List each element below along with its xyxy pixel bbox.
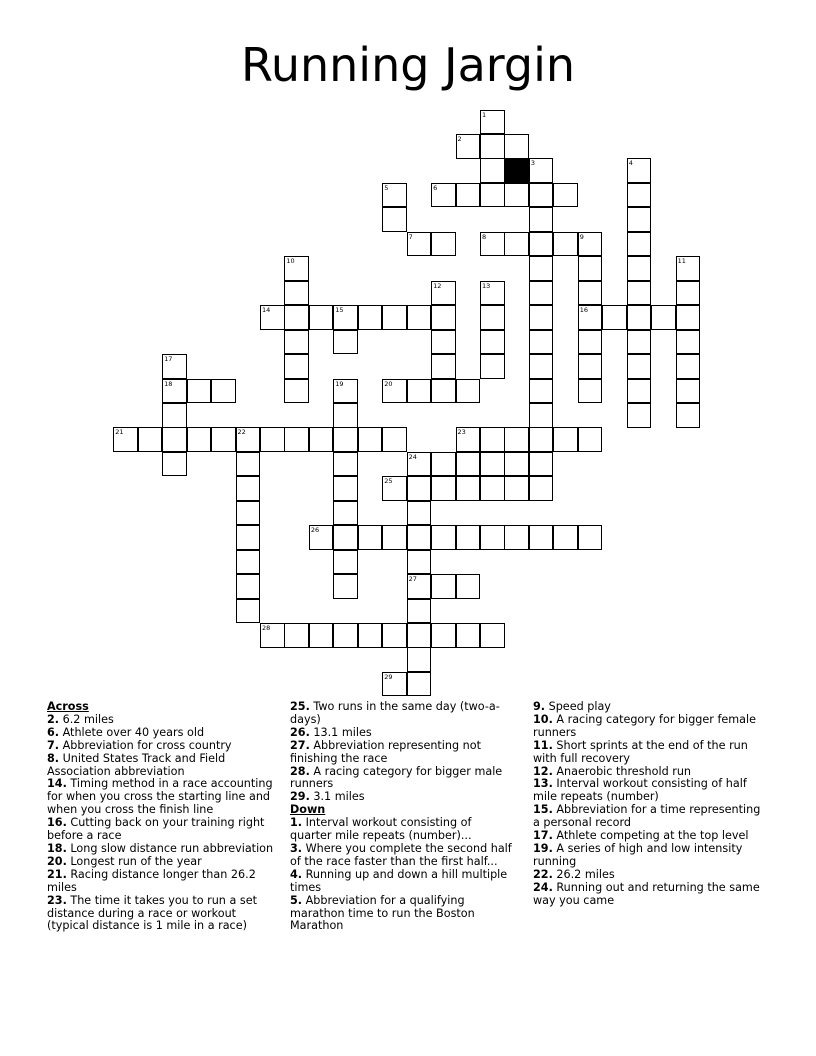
grid-cell[interactable] — [358, 305, 383, 330]
clue-number: 22 — [237, 428, 246, 437]
grid-cell[interactable] — [309, 427, 334, 452]
grid-cell[interactable] — [407, 232, 432, 257]
grid-cell[interactable] — [602, 305, 627, 330]
grid-cell[interactable] — [333, 574, 358, 599]
grid-cell[interactable] — [431, 525, 456, 550]
grid-cell[interactable] — [627, 207, 652, 232]
clue-text: 13.1 miles — [309, 725, 372, 739]
down-clue — [290, 869, 512, 895]
grid-cell[interactable] — [333, 305, 358, 330]
grid-cell[interactable] — [333, 427, 358, 452]
grid-cell[interactable] — [504, 427, 529, 452]
grid-cell[interactable] — [431, 354, 456, 379]
across-clue — [47, 895, 279, 934]
grid-cell[interactable] — [162, 379, 187, 404]
clue-number: 15 — [335, 306, 344, 315]
grid-cell[interactable] — [578, 305, 603, 330]
grid-cell[interactable] — [480, 354, 505, 379]
grid-cell[interactable] — [480, 232, 505, 257]
clue-number: 26 — [310, 526, 320, 535]
grid-cell[interactable] — [651, 305, 676, 330]
clue-number: 24 — [408, 452, 417, 461]
clue-number: 14 — [261, 306, 271, 315]
grid-cell[interactable] — [236, 525, 261, 550]
grid-cell[interactable] — [407, 550, 432, 575]
down-clue — [290, 817, 512, 843]
clue-text: Running up and down a hill multiple times — [290, 867, 508, 894]
clue-text: 26.2 miles — [552, 867, 615, 881]
grid-cell[interactable] — [333, 623, 358, 648]
grid-cell[interactable] — [382, 427, 407, 452]
grid-cell[interactable] — [578, 354, 603, 379]
grid-cell[interactable] — [260, 427, 285, 452]
clue-number: 11 — [677, 257, 686, 266]
grid-cell[interactable] — [504, 525, 529, 550]
grid-cell[interactable] — [407, 525, 432, 550]
grid-cell[interactable] — [480, 525, 505, 550]
grid-cell[interactable] — [162, 427, 187, 452]
grid-cell[interactable] — [284, 281, 309, 306]
clue-number: 25. — [290, 700, 310, 713]
clue-number: 12. — [533, 764, 553, 778]
down-clue — [533, 843, 768, 869]
grid-cell[interactable] — [627, 354, 652, 379]
clue-text: United States Track and Field Association abbreviation — [47, 751, 226, 778]
grid-cell[interactable] — [456, 427, 481, 452]
grid-cell[interactable] — [333, 330, 358, 355]
grid-cell[interactable] — [260, 623, 285, 648]
grid-cell[interactable] — [480, 134, 505, 159]
grid-cell[interactable] — [627, 232, 652, 257]
grid-cell[interactable] — [456, 623, 481, 648]
clue-number: 18. — [47, 841, 67, 855]
grid-cell[interactable] — [480, 452, 505, 477]
grid-cell[interactable] — [480, 183, 505, 208]
grid-cell[interactable] — [431, 305, 456, 330]
clue-text: Abbreviation representing not finishing the race — [290, 738, 481, 765]
grid-cell[interactable] — [627, 281, 652, 306]
grid-cell[interactable] — [382, 672, 407, 697]
down-heading: Down — [290, 803, 326, 817]
clue-number: 19. — [533, 841, 553, 855]
grid-cell[interactable] — [456, 134, 481, 159]
clue-number: 7. — [47, 738, 60, 752]
grid-cell[interactable] — [529, 232, 554, 257]
clue-text: Abbreviation for a time representing a personal record — [533, 803, 761, 830]
grid-cell[interactable] — [480, 476, 505, 501]
clue-number: 13. — [533, 777, 553, 791]
grid-cell[interactable] — [211, 427, 236, 452]
grid-cell[interactable] — [480, 427, 505, 452]
grid-cell[interactable] — [431, 183, 456, 208]
clue-text: 3.1 miles — [309, 790, 365, 804]
down-clue — [533, 740, 768, 766]
across-clue — [290, 766, 512, 792]
grid-cell[interactable] — [578, 330, 603, 355]
across-clue — [290, 701, 512, 727]
clue-number: 28. — [290, 764, 310, 778]
grid-cell[interactable] — [504, 232, 529, 257]
grid-cell[interactable] — [187, 379, 212, 404]
grid-cell[interactable] — [333, 379, 358, 404]
down-clue — [533, 714, 768, 740]
grid-cell[interactable] — [529, 256, 554, 281]
clue-number: 28 — [261, 624, 271, 632]
grid-cell[interactable] — [456, 525, 481, 550]
grid-cell[interactable] — [676, 281, 701, 306]
clue-number: 19 — [335, 379, 344, 388]
grid-cell[interactable] — [480, 281, 505, 306]
grid-cell[interactable] — [236, 550, 261, 575]
grid-cell[interactable] — [456, 574, 481, 599]
grid-cell[interactable] — [382, 525, 407, 550]
across-clue — [47, 778, 279, 817]
grid-cell[interactable] — [431, 330, 456, 355]
grid-cell[interactable] — [407, 599, 432, 624]
clue-number: 3. — [290, 841, 303, 855]
grid-cell[interactable] — [456, 183, 481, 208]
grid-cell[interactable] — [284, 379, 309, 404]
clue-number: 12 — [433, 281, 442, 290]
grid-cell[interactable] — [407, 574, 432, 599]
grid-cell[interactable] — [627, 183, 652, 208]
grid-cell[interactable] — [260, 305, 285, 330]
grid-cell[interactable] — [162, 403, 187, 428]
grid-cell[interactable] — [382, 305, 407, 330]
clue-number: 27 — [408, 575, 417, 584]
grid-cell[interactable] — [676, 305, 701, 330]
clue-number: 4 — [628, 159, 633, 168]
grid-cell[interactable] — [627, 379, 652, 404]
clue-number: 23 — [457, 428, 466, 437]
clue-number: 6 — [433, 183, 438, 192]
grid-cell[interactable] — [407, 379, 432, 404]
down-clue — [290, 843, 512, 869]
clue-number: 22. — [533, 867, 553, 881]
grid-cell[interactable] — [333, 403, 358, 428]
grid-cell[interactable] — [553, 427, 578, 452]
grid-cell[interactable] — [284, 354, 309, 379]
grid-cell[interactable] — [187, 427, 212, 452]
grid-cell[interactable] — [236, 599, 261, 624]
grid-cell[interactable] — [431, 281, 456, 306]
grid-cell[interactable] — [284, 256, 309, 281]
clue-number: 20. — [47, 854, 67, 868]
across-clue — [47, 753, 279, 779]
grid-cell[interactable] — [309, 525, 334, 550]
grid-cell[interactable] — [382, 207, 407, 232]
clue-number: 11. — [533, 738, 553, 752]
down-clue — [533, 882, 768, 908]
grid-cell[interactable] — [236, 501, 261, 526]
grid-cell[interactable] — [480, 623, 505, 648]
grid-cell[interactable] — [504, 452, 529, 477]
clue-number: 4. — [290, 867, 303, 881]
grid-cell[interactable] — [676, 256, 701, 281]
across-clue — [47, 817, 279, 843]
grid-cell[interactable] — [456, 452, 481, 477]
grid-cell[interactable] — [504, 134, 529, 159]
down-clue — [533, 778, 768, 804]
clue-text: Interval workout consisting of quarter mile repeats (number)... — [290, 816, 472, 843]
clue-text: Longest run of the year — [66, 854, 202, 868]
clue-number: 25 — [384, 477, 393, 486]
clue-number: 6. — [47, 725, 60, 739]
black-square — [504, 158, 529, 183]
grid-cell[interactable] — [578, 256, 603, 281]
clue-number: 26. — [290, 725, 310, 739]
clue-number: 9 — [579, 232, 584, 241]
grid-cell[interactable] — [236, 452, 261, 477]
clue-number: 21 — [115, 428, 124, 437]
grid-cell[interactable] — [407, 452, 432, 477]
clues-column-1 — [47, 701, 279, 933]
clue-number: 3 — [530, 159, 536, 168]
grid-cell[interactable] — [431, 476, 456, 501]
grid-cell[interactable] — [627, 305, 652, 330]
grid-cell[interactable] — [407, 647, 432, 672]
grid-cell[interactable] — [358, 427, 383, 452]
grid-cell[interactable] — [529, 427, 554, 452]
grid-cell[interactable] — [480, 330, 505, 355]
clues-column-3 — [533, 701, 768, 908]
grid-cell[interactable] — [676, 330, 701, 355]
grid-cell[interactable] — [407, 501, 432, 526]
clue-number: 14. — [47, 777, 67, 791]
grid-cell[interactable] — [284, 427, 309, 452]
clue-text: A racing category for bigger female runners — [533, 712, 757, 739]
clue-number: 27. — [290, 738, 310, 752]
clue-text: Long slow distance run abbreviation — [66, 841, 274, 855]
clue-text: Anaerobic threshold run — [552, 764, 692, 778]
clue-number: 24. — [533, 880, 553, 894]
grid-cell[interactable] — [578, 525, 603, 550]
grid-cell[interactable] — [236, 476, 261, 501]
grid-cell[interactable] — [480, 110, 505, 135]
grid-cell[interactable] — [504, 183, 529, 208]
grid-cell[interactable] — [553, 525, 578, 550]
clue-number: 2 — [457, 135, 462, 143]
grid-cell[interactable] — [578, 379, 603, 404]
grid-cell[interactable] — [553, 232, 578, 257]
grid-cell[interactable] — [553, 183, 578, 208]
puzzle-title: Running Jargin — [240, 38, 576, 92]
grid-cell[interactable] — [529, 452, 554, 477]
grid-cell[interactable] — [529, 305, 554, 330]
grid-cell[interactable] — [480, 305, 505, 330]
grid-cell[interactable] — [676, 403, 701, 428]
clue-number: 29. — [290, 790, 310, 804]
clue-text: Where you complete the second half of the race faster than the first half... — [290, 841, 512, 868]
grid-cell[interactable] — [407, 672, 432, 697]
clue-text: A racing category for bigger male runners — [290, 764, 503, 791]
grid-cell[interactable] — [529, 158, 554, 183]
clue-number: 5. — [290, 893, 303, 907]
grid-cell[interactable] — [456, 379, 481, 404]
grid-cell[interactable] — [529, 281, 554, 306]
grid-cell[interactable] — [211, 379, 236, 404]
grid-cell[interactable] — [480, 158, 505, 183]
clue-text: Speed play — [545, 700, 611, 713]
grid-cell[interactable] — [627, 403, 652, 428]
clue-text: Short sprints at the end of the run with full recovery — [533, 738, 748, 765]
grid-cell[interactable] — [162, 354, 187, 379]
clue-number: 10. — [533, 712, 553, 726]
clue-text: Abbreviation for cross country — [59, 738, 232, 752]
grid-cell[interactable] — [627, 256, 652, 281]
clue-text: Cutting back on your training right before a race — [47, 816, 265, 843]
clue-number: 16. — [47, 816, 67, 830]
clue-text: A series of high and low intensity running — [533, 841, 743, 868]
grid-cell[interactable] — [333, 452, 358, 477]
clue-number: 29 — [384, 672, 393, 681]
grid-cell[interactable] — [236, 574, 261, 599]
grid-cell[interactable] — [578, 232, 603, 257]
grid-cell[interactable] — [407, 476, 432, 501]
clue-text: Racing distance longer than 26.2 miles — [47, 867, 256, 894]
grid-cell[interactable] — [113, 427, 138, 452]
clue-text: Running out and returning the same way you came — [533, 880, 760, 907]
grid-cell[interactable] — [431, 574, 456, 599]
clue-number: 8. — [47, 751, 60, 765]
grid-cell[interactable] — [578, 427, 603, 452]
grid-cell[interactable] — [333, 550, 358, 575]
grid-cell[interactable] — [529, 354, 554, 379]
grid-cell[interactable] — [382, 623, 407, 648]
grid-cell[interactable] — [309, 305, 334, 330]
clue-text: Abbreviation for a qualifying marathon time to run the Boston Marathon — [290, 893, 475, 933]
grid-cell[interactable] — [529, 183, 554, 208]
clue-text: 6.2 miles — [59, 712, 114, 726]
grid-cell[interactable] — [333, 525, 358, 550]
grid-cell[interactable] — [284, 305, 309, 330]
clue-text: The time it takes you to run a set distance during a race or workout (typical distance is 1 mile in a race) — [47, 893, 257, 933]
clues-column-2 — [290, 701, 512, 933]
grid-cell[interactable] — [627, 158, 652, 183]
down-clue — [533, 804, 768, 830]
clue-number: 9. — [533, 700, 546, 713]
grid-cell[interactable] — [676, 379, 701, 404]
clue-number: 20 — [384, 379, 393, 388]
clue-number: 17. — [533, 829, 553, 843]
grid-cell[interactable] — [431, 232, 456, 257]
clue-number: 23. — [47, 893, 67, 907]
grid-cell[interactable] — [529, 476, 554, 501]
grid-cell[interactable] — [529, 379, 554, 404]
clue-text: Athlete competing at the top level — [552, 829, 749, 843]
grid-cell[interactable] — [504, 476, 529, 501]
across-heading: Across — [47, 700, 89, 713]
clue-number: 13 — [482, 281, 491, 290]
grid-cell[interactable] — [529, 207, 554, 232]
clue-number: 21. — [47, 867, 67, 881]
clue-text: Athlete over 40 years old — [59, 725, 205, 739]
grid-cell[interactable] — [382, 379, 407, 404]
grid-cell[interactable] — [578, 281, 603, 306]
clue-number: 16 — [579, 306, 589, 315]
clue-number: 10 — [286, 257, 295, 266]
clue-number: 7 — [408, 232, 413, 241]
clue-number: 15. — [533, 803, 553, 817]
grid-cell[interactable] — [284, 623, 309, 648]
clue-number: 17 — [164, 355, 173, 364]
grid-cell[interactable] — [676, 354, 701, 379]
grid-cell[interactable] — [529, 330, 554, 355]
clue-text: Timing method in a race accounting for when you cross the starting line and when you cross the finish line — [47, 777, 273, 817]
grid-cell[interactable] — [358, 623, 383, 648]
grid-cell[interactable] — [284, 330, 309, 355]
clue-number: 1 — [482, 110, 487, 119]
grid-cell[interactable] — [529, 403, 554, 428]
grid-cell[interactable] — [358, 525, 383, 550]
grid-cell[interactable] — [382, 183, 407, 208]
clue-number: 18 — [164, 379, 173, 388]
clue-number: 8 — [482, 232, 487, 241]
grid-cell[interactable] — [407, 623, 432, 648]
clue-number: 5 — [384, 183, 389, 192]
grid-cell[interactable] — [431, 379, 456, 404]
grid-cell[interactable] — [138, 427, 163, 452]
grid-cell[interactable] — [236, 427, 261, 452]
across-clue — [47, 869, 279, 895]
grid-cell[interactable] — [431, 623, 456, 648]
clue-number: 2. — [47, 712, 60, 726]
grid-cell[interactable] — [333, 476, 358, 501]
down-clue — [290, 895, 512, 934]
grid-cell[interactable] — [407, 305, 432, 330]
grid-cell[interactable] — [162, 452, 187, 477]
grid-cell[interactable] — [627, 330, 652, 355]
grid-cell[interactable] — [431, 452, 456, 477]
grid-cell[interactable] — [382, 476, 407, 501]
clue-text: Interval workout consisting of half mile repeats (number) — [533, 777, 747, 804]
across-clue — [290, 740, 512, 766]
grid-cell[interactable] — [333, 501, 358, 526]
clue-number: 1. — [290, 816, 303, 830]
grid-cell[interactable] — [456, 476, 481, 501]
grid-cell[interactable] — [309, 623, 334, 648]
clue-text: Two runs in the same day (two-a-days) — [290, 700, 500, 726]
grid-cell[interactable] — [529, 525, 554, 550]
